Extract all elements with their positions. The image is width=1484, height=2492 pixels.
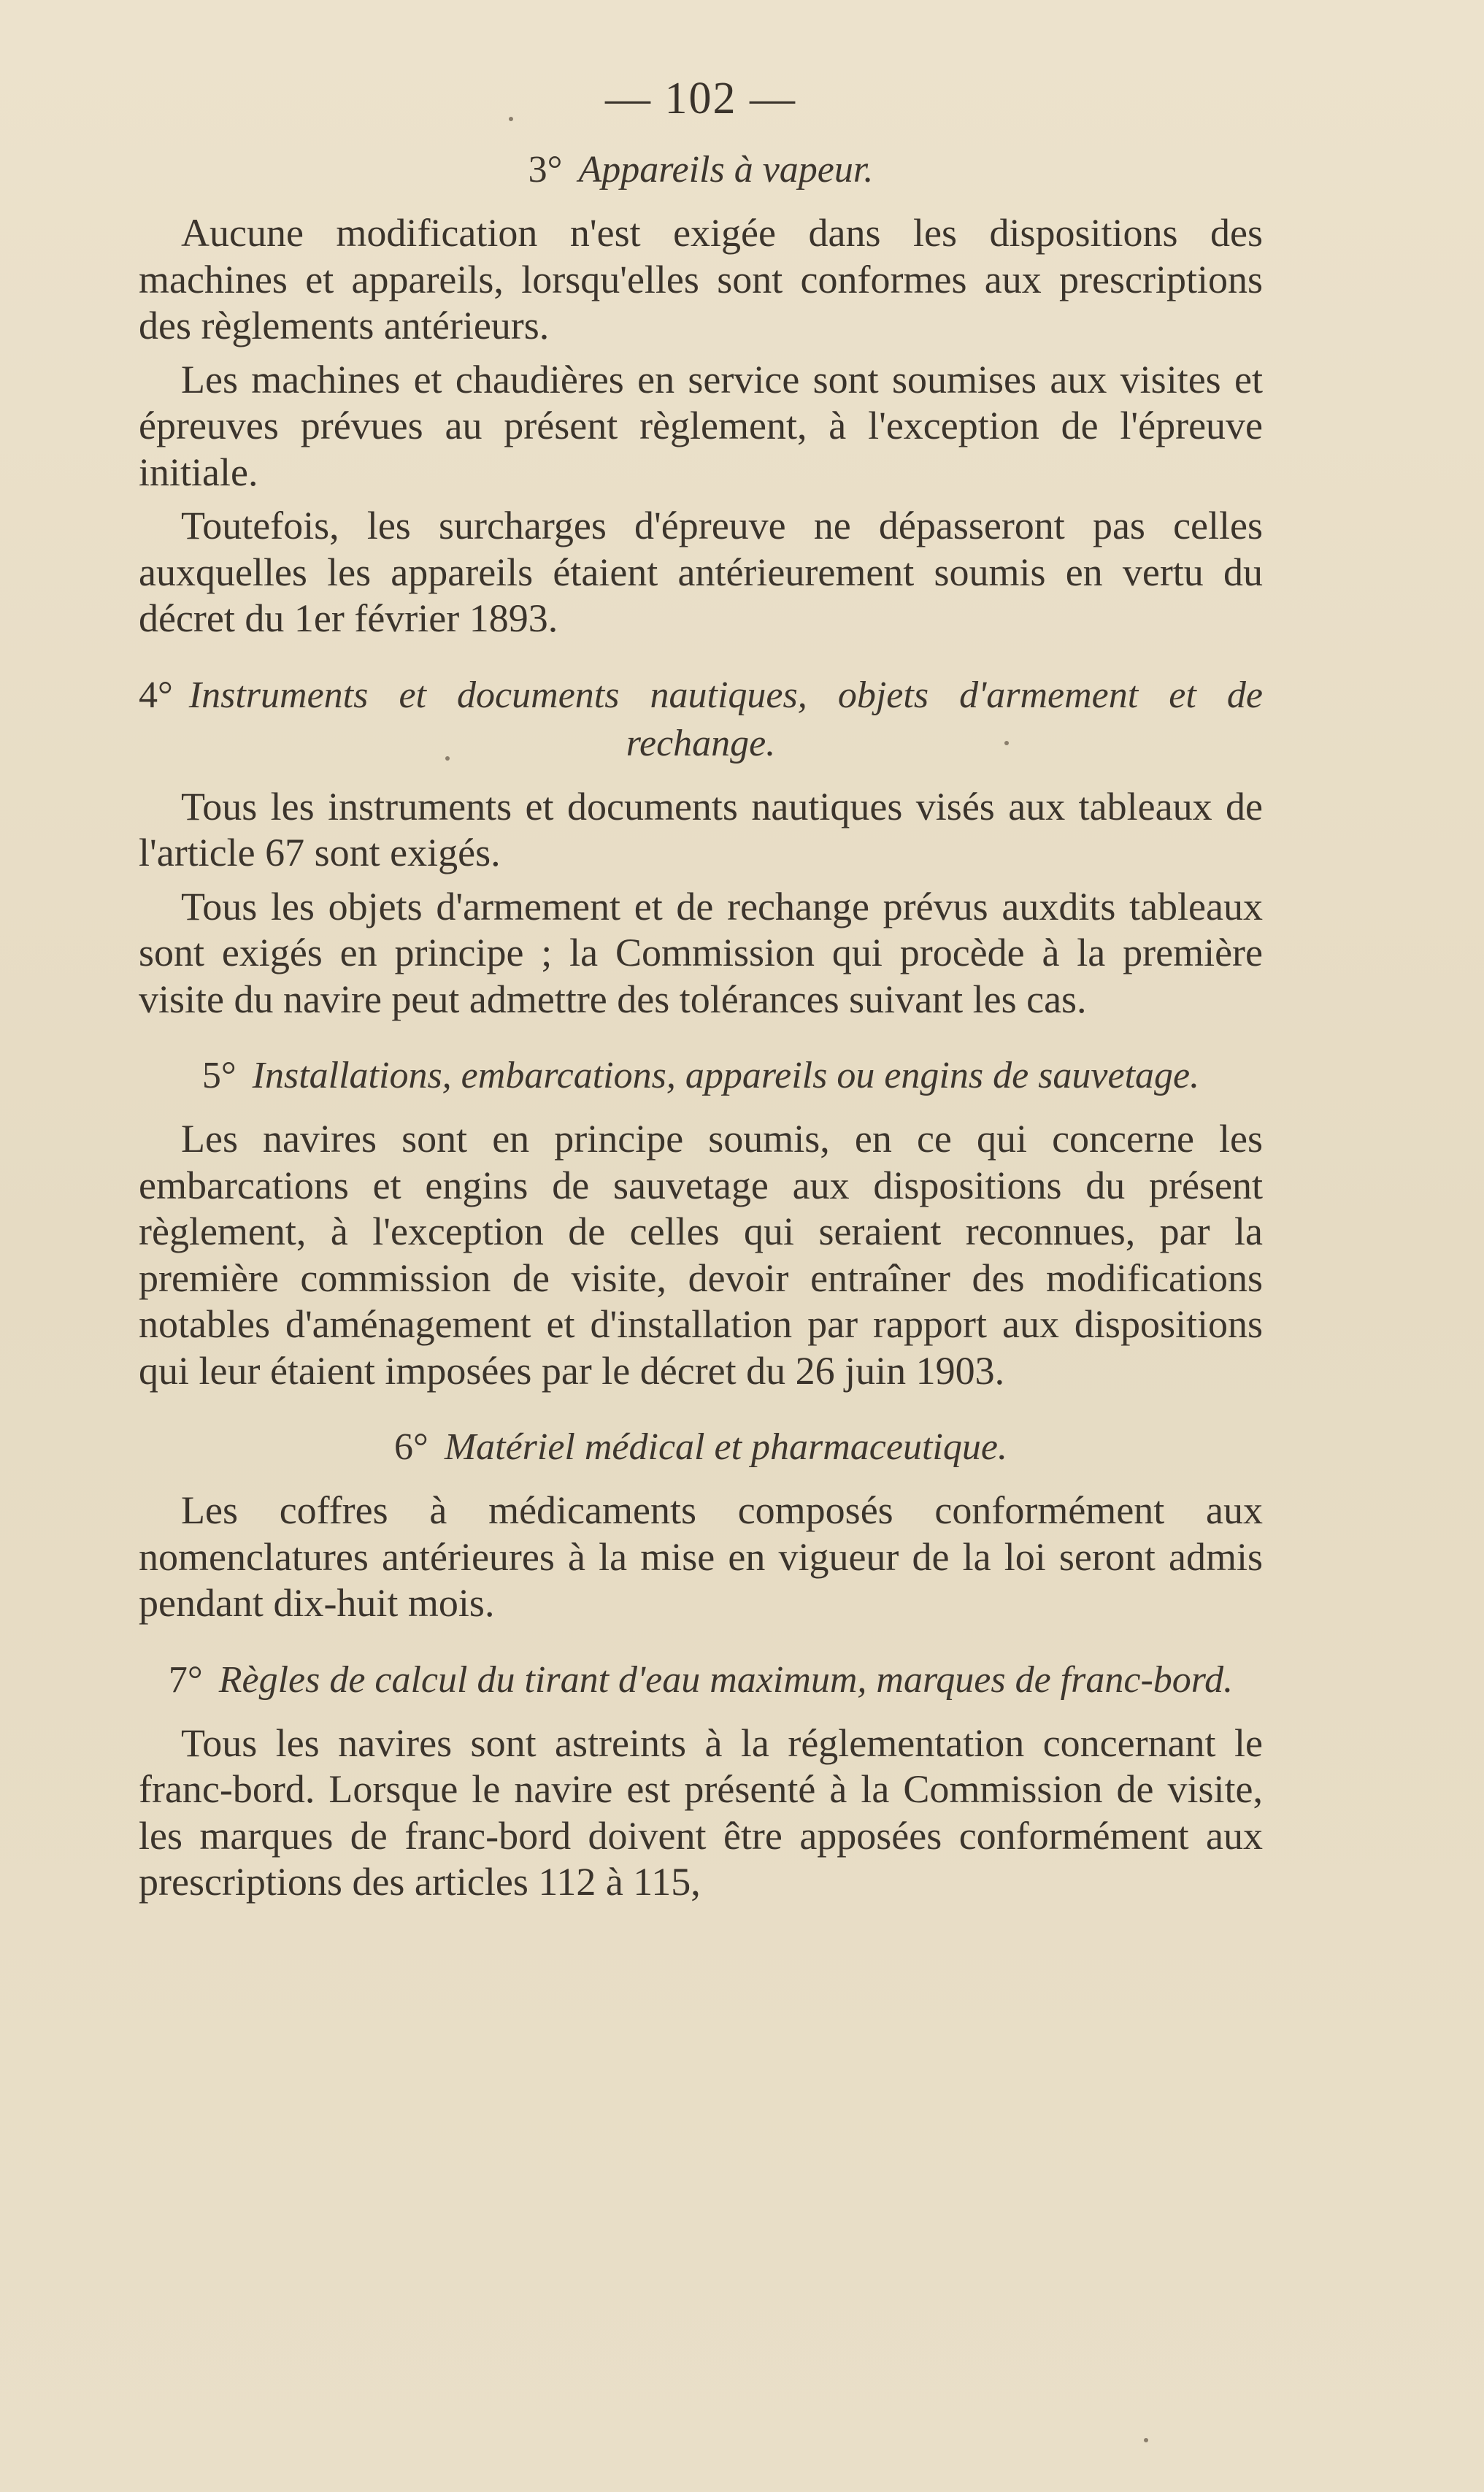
section-title: Appareils à vapeur.	[578, 149, 874, 191]
section-title: Règles de calcul du tirant d'eau maximum, marques de franc-bord.	[218, 1658, 1234, 1701]
section-number: 3°	[528, 149, 563, 191]
section-heading	[139, 1423, 1263, 1472]
paragraph: Les navires sont en principe soumis, en ce qui concerne les embarcations et engins de sauvetage aux dispositions du présent règlement, à l'exception de celles qui seraient reconnues, par la première commission de visite, devoir entraîner des modifications notables d'aménagement et d'installation par rapport aux dispositions qui leur étaient imposées par le décret du 26 juin 1903.	[139, 1117, 1263, 1393]
paragraph: Les coffres à médicaments composés conformément aux nomenclatures antérieures à la mise en vigueur de la loi seront admis pendant dix-huit mois.	[139, 1488, 1263, 1625]
section-title: Instruments et documents nautiques, objets d'armement et de rechange.	[188, 674, 1263, 764]
paragraph: Tous les instruments et documents nautiques visés aux tableaux de l'article 67 sont exigés.	[139, 784, 1263, 874]
section-3	[139, 146, 1263, 642]
section-title: Installations, embarcations, appareils ou engins de sauvetage.	[252, 1055, 1200, 1096]
section-number: 7°	[168, 1658, 203, 1701]
section-number: 4°	[139, 674, 173, 716]
paragraph: Les machines et chaudières en service sont soumises aux visites et épreuves prévues au présent règlement, à l'exception de l'épreuve initiale.	[139, 357, 1263, 494]
section-number: 6°	[394, 1426, 428, 1468]
section-4	[139, 672, 1263, 1023]
section-title: Matériel médical et pharmaceutique.	[444, 1426, 1007, 1468]
section-heading	[139, 1656, 1263, 1704]
paragraph: Tous les objets d'armement et de rechange prévus auxdits tableaux sont exigés en principe ; la Commission qui procède à la première visite du navire peut admettre des tolérances suivant les cas.	[139, 884, 1263, 1021]
section-heading	[139, 1052, 1263, 1100]
section-5	[139, 1052, 1263, 1394]
page-number: — 102 —	[605, 74, 796, 123]
paragraph: Aucune modification n'est exigée dans les dispositions des machines et appareils, lorsqu'elles sont conformes aux prescriptions des règlements antérieurs.	[139, 211, 1263, 347]
section-7	[139, 1656, 1263, 1906]
paragraph: Toutefois, les surcharges d'épreuve ne dépasseront pas celles auxquelles les appareils étaient antérieurement soumis en vertu du décret du 1er février 1893.	[139, 504, 1263, 640]
section-heading	[139, 672, 1263, 768]
ink-speck	[1144, 2438, 1148, 2442]
paragraph: Tous les navires sont astreints à la réglementation concernant le franc-bord. Lorsque le navire est présenté à la Commission de visite, les marques de franc-bord doivent être apposées conformément aux prescriptions des articles 112 à 115,	[139, 1720, 1263, 1904]
page-content	[139, 58, 1263, 1935]
section-6	[139, 1423, 1263, 1627]
section-heading	[139, 146, 1263, 194]
section-number: 5°	[201, 1055, 237, 1096]
